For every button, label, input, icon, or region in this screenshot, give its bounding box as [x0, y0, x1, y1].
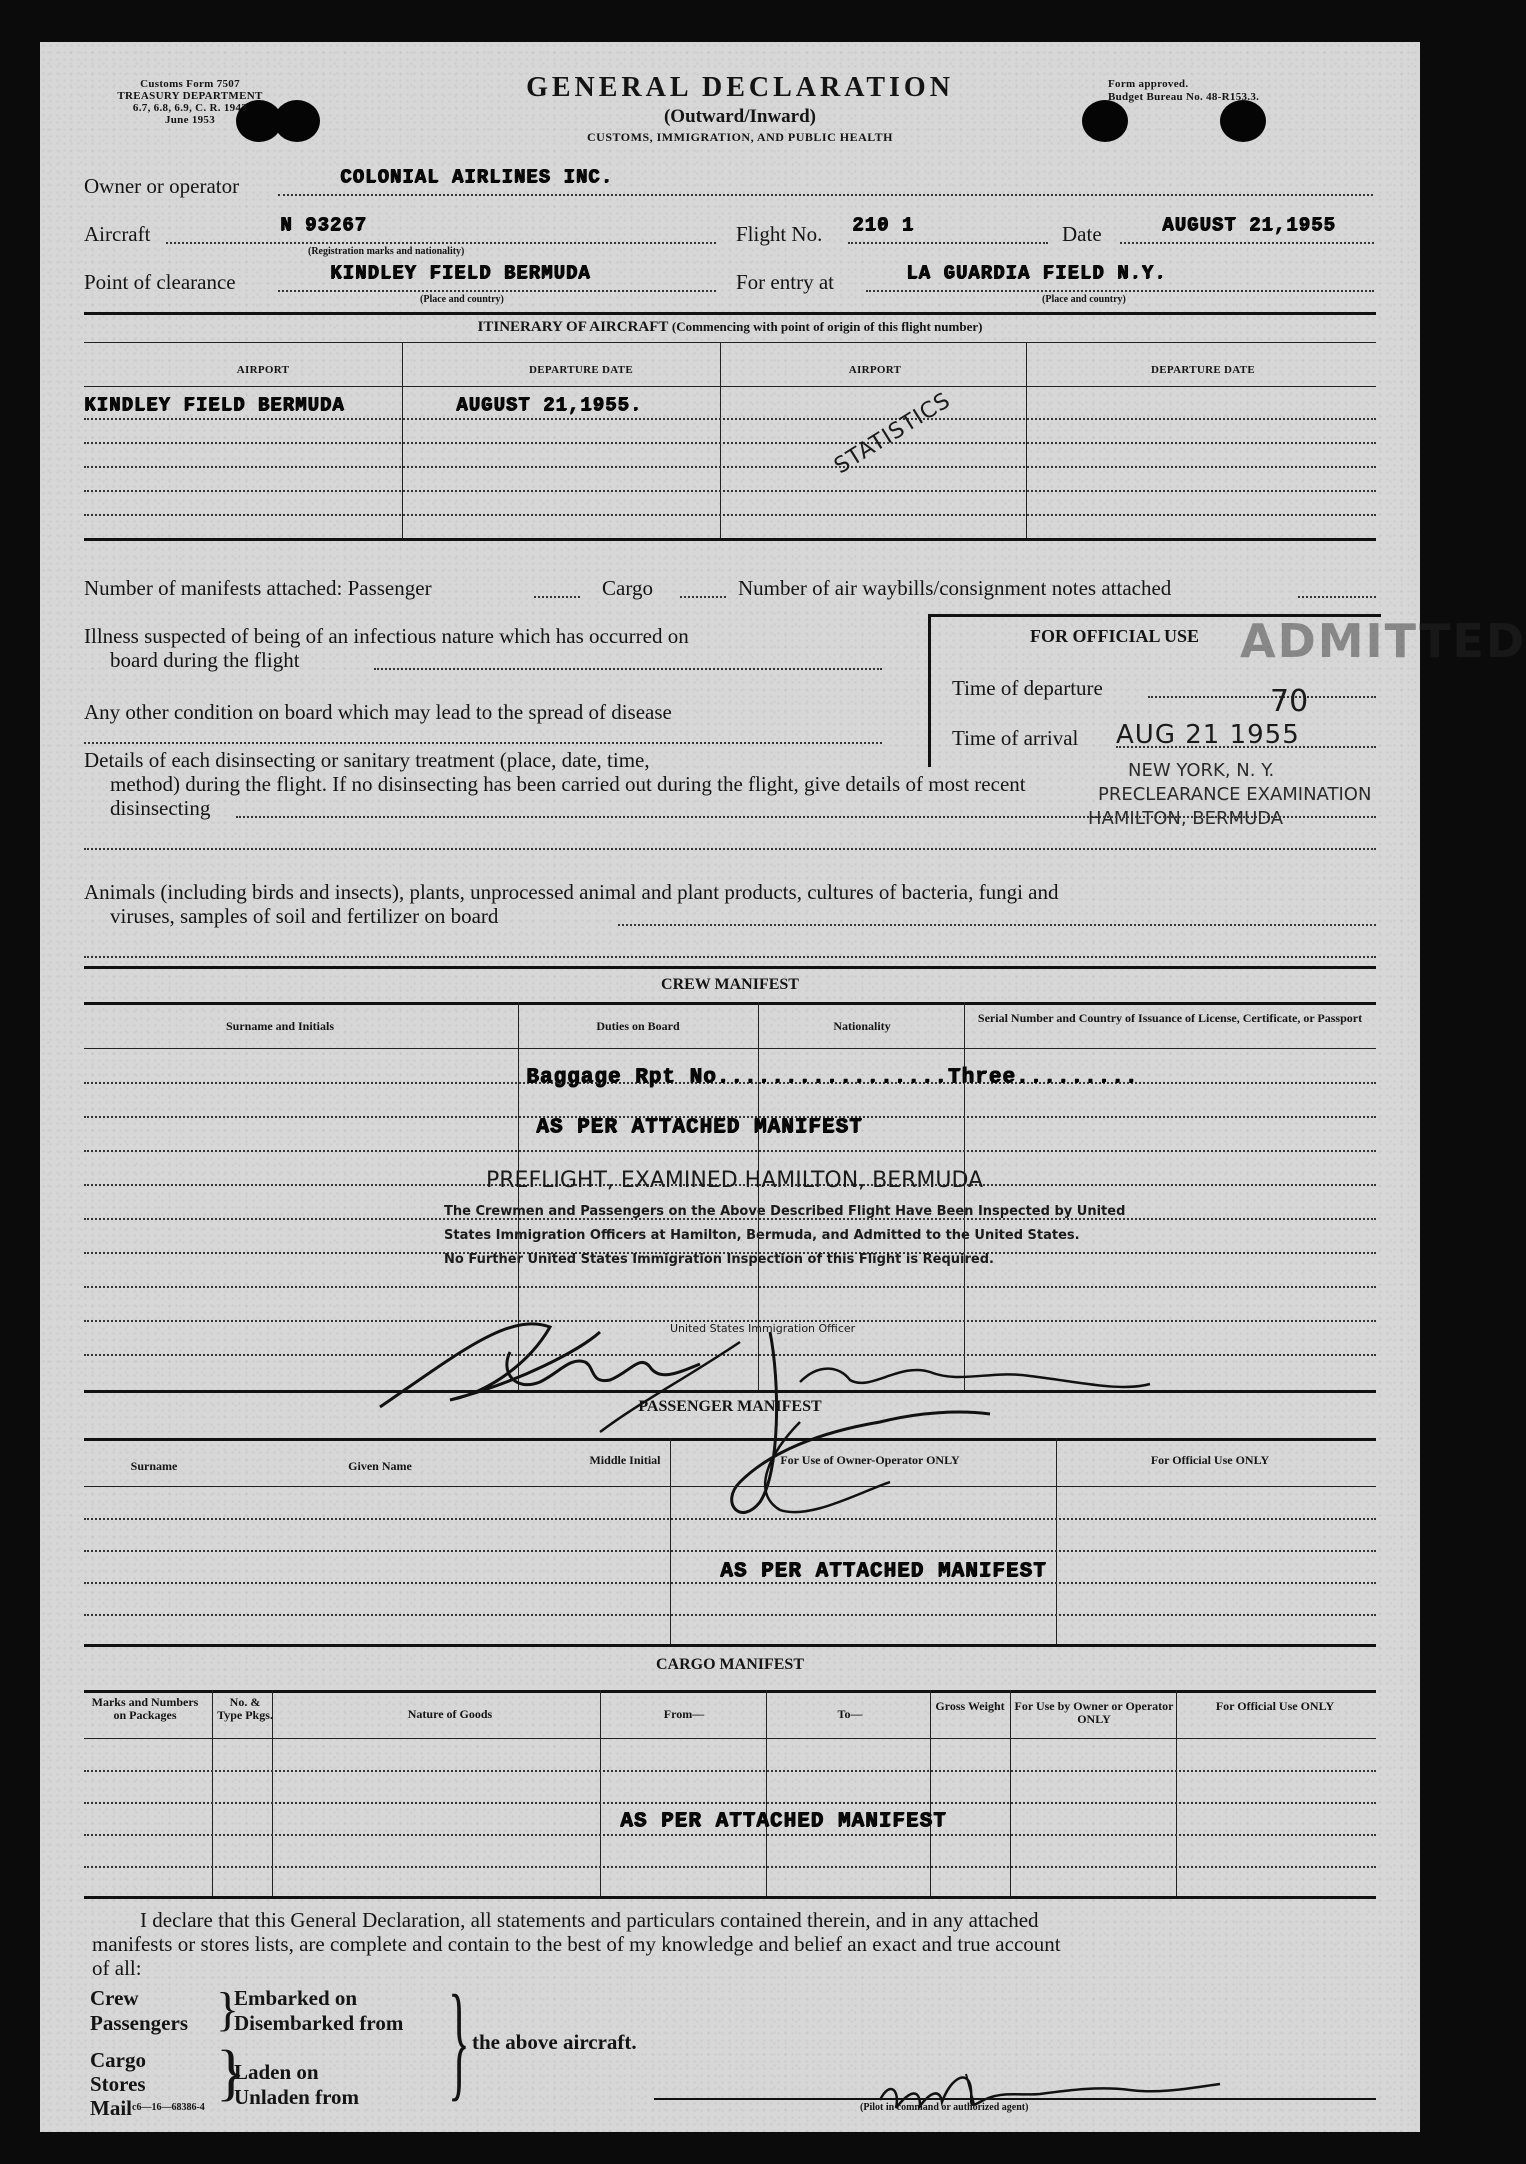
- declaration-line-2: manifests or stores lists, are complete and contain to the best of my knowledge and belief an exact and true account: [92, 1932, 1061, 1956]
- aircraft-note: (Registration marks and nationality): [308, 246, 465, 257]
- flight-label: Flight No.: [736, 222, 823, 246]
- entry-note: (Place and country): [1042, 294, 1126, 305]
- big-brace: }: [448, 1969, 470, 2113]
- cargo-col-official: For Official Use ONLY: [1215, 1699, 1335, 1713]
- details-line-3: disinsecting: [110, 796, 211, 820]
- crew-attached: AS PER ATTACHED MANIFEST: [536, 1116, 863, 1139]
- animals-line-2: viruses, samples of soil and fertilizer on board: [110, 904, 499, 928]
- itin-col-departure-2: DEPARTURE DATE: [1151, 364, 1255, 376]
- pax-col-middle: Middle Initial: [589, 1453, 661, 1467]
- crew-col-nationality: Nationality: [833, 1019, 891, 1033]
- declaration-form: [40, 42, 1526, 2132]
- aircraft-value: N 93267: [280, 214, 367, 236]
- stamp-place: HAMILTON, BERMUDA: [1088, 808, 1284, 829]
- pax-col-official: For Official Use ONLY: [1150, 1453, 1270, 1467]
- embark-options: Embarked on Disembarked from: [234, 1986, 404, 2035]
- form-info: Customs Form 7507 TREASURY DEPARTMENT 6.7, 6.8, 6.9, C. R. 1943 June 1953: [117, 78, 263, 126]
- preflight-stamp: PREFLIGHT, EXAMINED HAMILTON, BERMUDA: [486, 1168, 984, 1193]
- time-of-arrival-label: Time of arrival: [952, 726, 1079, 750]
- time-of-departure-label: Time of departure: [952, 676, 1103, 700]
- footer-code: c6—16—68386-4: [132, 2102, 205, 2113]
- other-condition: Any other condition on board which may lead to the spread of disease: [84, 700, 672, 724]
- page-title: GENERAL DECLARATION: [526, 72, 954, 103]
- pax-col-owner: For Use of Owner-Operator ONLY: [780, 1453, 960, 1467]
- pax-col-given: Given Name: [348, 1459, 412, 1473]
- clearance-label: Point of clearance: [84, 270, 236, 294]
- stamp-examination: PRECLEARANCE EXAMINATION: [1098, 784, 1372, 805]
- stamp-city: NEW YORK, N. Y.: [1128, 760, 1275, 781]
- owner-label: Owner or operator: [84, 174, 240, 198]
- cargo-col-from: From—: [663, 1707, 705, 1721]
- punch-hole: [1220, 100, 1266, 142]
- arrival-stamp-date: AUG 21 1955: [1116, 720, 1300, 750]
- cargo-col-marks: Marks and Numbers on Packages: [91, 1695, 199, 1722]
- cargo-label: Cargo: [602, 576, 653, 600]
- itin-col-airport: AIRPORT: [236, 364, 290, 376]
- inspection-stamp-2: States Immigration Officers at Hamilton, Bermuda, and Admitted to the United States.: [444, 1228, 1080, 1243]
- officer-caption: United States Immigration Officer: [670, 1322, 856, 1335]
- passenger-attached: AS PER ATTACHED MANIFEST: [720, 1560, 1047, 1583]
- entry-label: For entry at: [736, 270, 834, 294]
- passenger-title: PASSENGER MANIFEST: [638, 1398, 822, 1415]
- crew-title: CREW MANIFEST: [661, 976, 799, 993]
- laden-options: Laden on Unladen from: [234, 2060, 360, 2109]
- cargo-attached: AS PER ATTACHED MANIFEST: [620, 1810, 947, 1833]
- crew-passengers: Crew Passengers: [90, 1986, 188, 2035]
- manifests-label: Number of manifests attached: Passenger: [84, 576, 432, 600]
- signature-loop: [740, 1412, 900, 1522]
- declaration-line-3: of all:: [92, 1956, 142, 1980]
- details-line-2: method) during the flight. If no disinsecting has been carried out during the flight, give details of most recent: [110, 772, 1026, 796]
- cargo-col-to: To—: [837, 1707, 863, 1721]
- pax-col-surname: Surname: [130, 1459, 178, 1473]
- crew-col-duties: Duties on Board: [596, 1019, 680, 1033]
- crew-col-surname: Surname and Initials: [225, 1019, 335, 1033]
- itinerary-title: ITINERARY OF AIRCRAFT (Commencing with point of origin of this flight number): [477, 319, 983, 335]
- inspection-stamp-1: The Crewmen and Passengers on the Above Described Flight Have Been Inspected by United: [444, 1204, 1126, 1219]
- above-aircraft: the above aircraft.: [472, 2030, 637, 2054]
- declaration-line-1: I declare that this General Declaration, all statements and particulars contained therein, and in any attached: [140, 1908, 1039, 1932]
- flight-value: 210 1: [852, 214, 915, 236]
- pilot-signature: [870, 2060, 1230, 2130]
- illness-line-2: board during the flight: [110, 648, 300, 672]
- cargo-stores-mail: Cargo Stores Mail: [90, 2048, 146, 2120]
- aircraft-label: Aircraft: [84, 222, 151, 246]
- cargo-title: CARGO MANIFEST: [655, 1656, 804, 1673]
- animals-line-1: Animals (including birds and insects), plants, unprocessed animal and plant products, cultures of bacteria, fungi and: [84, 880, 1059, 904]
- punch-hole: [1082, 100, 1128, 142]
- baggage-report: Baggage Rpt No.................Three.........: [526, 1066, 1139, 1089]
- cargo-col-weight: Gross Weight: [935, 1699, 1005, 1713]
- budget-approval: Form approved. Budget Bureau No. 48-R153.3.: [1108, 78, 1260, 103]
- agencies: CUSTOMS, IMMIGRATION, AND PUBLIC HEALTH: [587, 130, 893, 144]
- owner-value: COLONIAL AIRLINES INC.: [340, 166, 613, 188]
- admitted-stamp: ADMITTED: [1240, 614, 1526, 668]
- itin-airport-1: KINDLEY FIELD BERMUDA: [84, 394, 345, 416]
- date-value: AUGUST 21,1955: [1162, 214, 1336, 236]
- cargo-col-pkgs: No. & Type Pkgs.: [217, 1695, 273, 1722]
- crew-col-serial: Serial Number and Country of Issuance of License, Certificate, or Passport: [977, 1011, 1363, 1025]
- cargo-col-owner: For Use by Owner or Operator ONLY: [1014, 1699, 1174, 1726]
- itin-col-departure: DEPARTURE DATE: [529, 364, 633, 376]
- page-subtitle: (Outward/Inward): [663, 106, 816, 127]
- official-use-title: FOR OFFICIAL USE: [1030, 626, 1200, 646]
- inspection-stamp-3: No Further United States Immigration Inspection of this Flight is Required.: [444, 1252, 994, 1267]
- pilot-caption: (Pilot in command or authorized agent): [860, 2102, 1029, 2113]
- illness-line-1: Illness suspected of being of an infectious nature which has occurred on: [84, 624, 689, 648]
- clearance-note: (Place and country): [420, 294, 504, 305]
- cargo-col-nature: Nature of Goods: [407, 1707, 493, 1721]
- entry-value: LA GUARDIA FIELD N.Y.: [906, 262, 1167, 284]
- details-line-1: Details of each disinsecting or sanitary treatment (place, date, time,: [84, 748, 650, 772]
- waybills-label: Number of air waybills/consignment notes attached: [738, 576, 1172, 600]
- date-label: Date: [1062, 222, 1102, 246]
- clearance-value: KINDLEY FIELD BERMUDA: [330, 262, 591, 284]
- brace-2: }: [216, 2039, 246, 2107]
- itin-date-1: AUGUST 21,1955.: [456, 394, 643, 416]
- brace-1: }: [216, 1983, 240, 2036]
- itin-col-airport-2: AIRPORT: [848, 364, 902, 376]
- statistics-stamp: STATISTICS: [830, 387, 956, 480]
- stamp-number: 70: [1270, 684, 1309, 719]
